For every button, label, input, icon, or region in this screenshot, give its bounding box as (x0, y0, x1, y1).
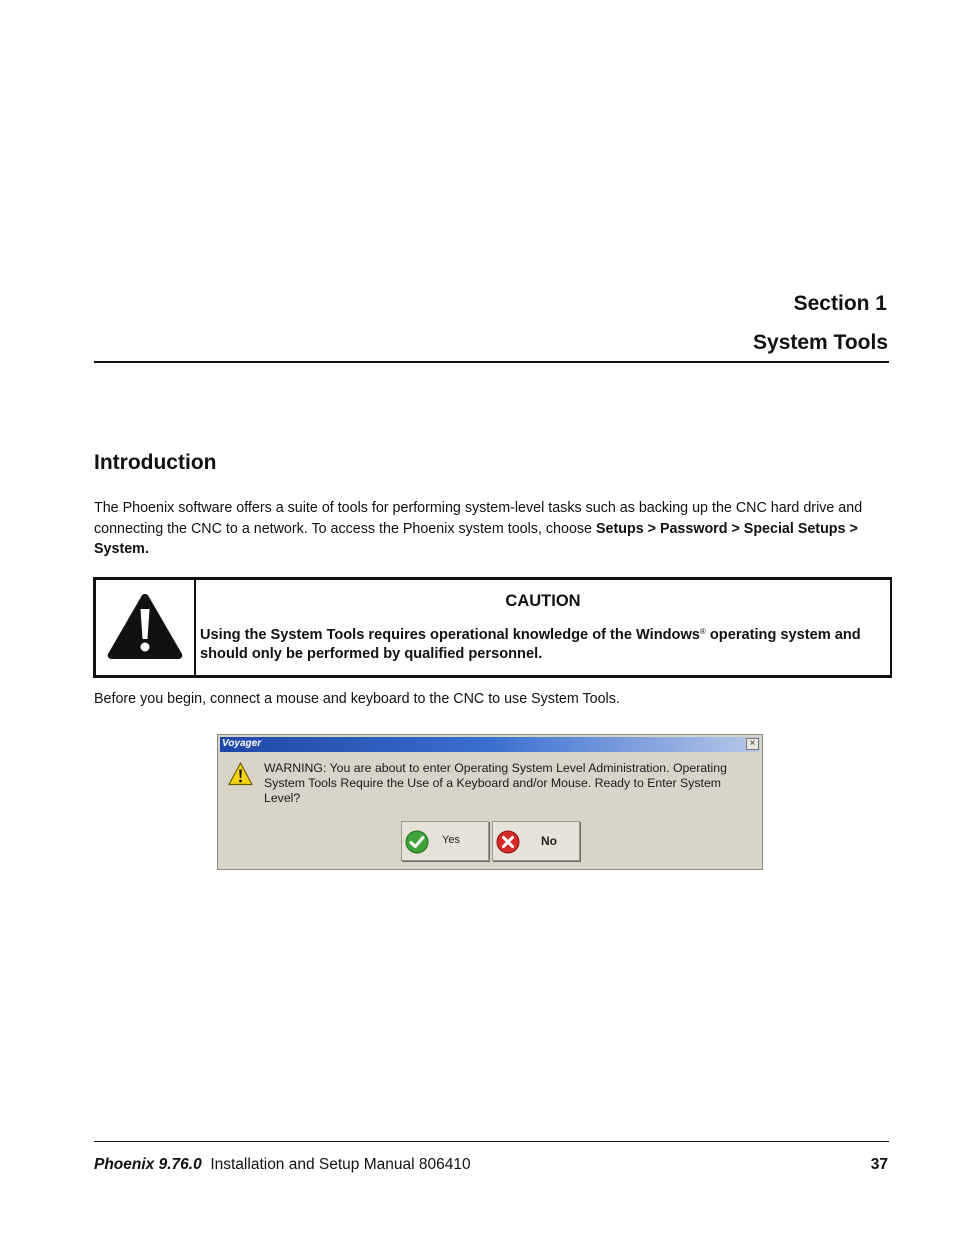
footer-rule (94, 1141, 889, 1142)
dialog-close-button[interactable]: × (746, 738, 759, 750)
caution-heading: CAUTION (505, 592, 581, 610)
caution-text (200, 622, 890, 664)
footer-doc-title: Installation and Setup Manual 806410 (210, 1156, 471, 1173)
green-check-icon (405, 830, 429, 854)
caution-box (93, 577, 892, 678)
red-x-icon (496, 830, 520, 854)
no-button-label: No (541, 834, 557, 848)
yes-button-label: Yes (442, 834, 460, 846)
intro-text: The Phoenix software offers a suite of tools for performing system-level tasks such as backing up the CNC hard drive and connecting the CNC to a network. To access the Phoenix system tools, choose (94, 500, 863, 537)
warning-triangle-icon (106, 591, 184, 661)
section-title: System Tools (753, 331, 888, 354)
no-button[interactable] (492, 821, 580, 861)
before-you-begin-text: Before you begin, connect a mouse and keyboard to the CNC to use System Tools. (94, 691, 620, 707)
voyager-warning-dialog (217, 734, 763, 870)
yes-button[interactable] (401, 821, 489, 861)
registered-mark: ® (699, 627, 706, 636)
dialog-titlebar (220, 737, 760, 752)
introduction-paragraph (94, 498, 894, 560)
caution-text-a: Using the System Tools requires operational knowledge of the Windows (200, 627, 700, 643)
title-rule (94, 361, 889, 363)
page-number: 37 (870, 1156, 888, 1173)
footer-document-info (94, 1156, 471, 1174)
caution-text-b: operating system and should only be performed by qualified personnel. (200, 627, 861, 662)
introduction-heading: Introduction (94, 451, 217, 474)
footer-product: Phoenix 9.76.0 (94, 1156, 202, 1173)
dialog-message: WARNING: You are about to enter Operating System Level Administration. Operating System Tools Require the Use of a Keyboard and/or Mouse. Ready to Enter System Level? (264, 761, 727, 805)
dialog-title: Voyager (222, 738, 262, 749)
yellow-warning-icon (228, 762, 253, 786)
menu-path: Setups > Password > Special Setups > System. (94, 520, 858, 557)
section-number: Section 1 (793, 292, 887, 315)
